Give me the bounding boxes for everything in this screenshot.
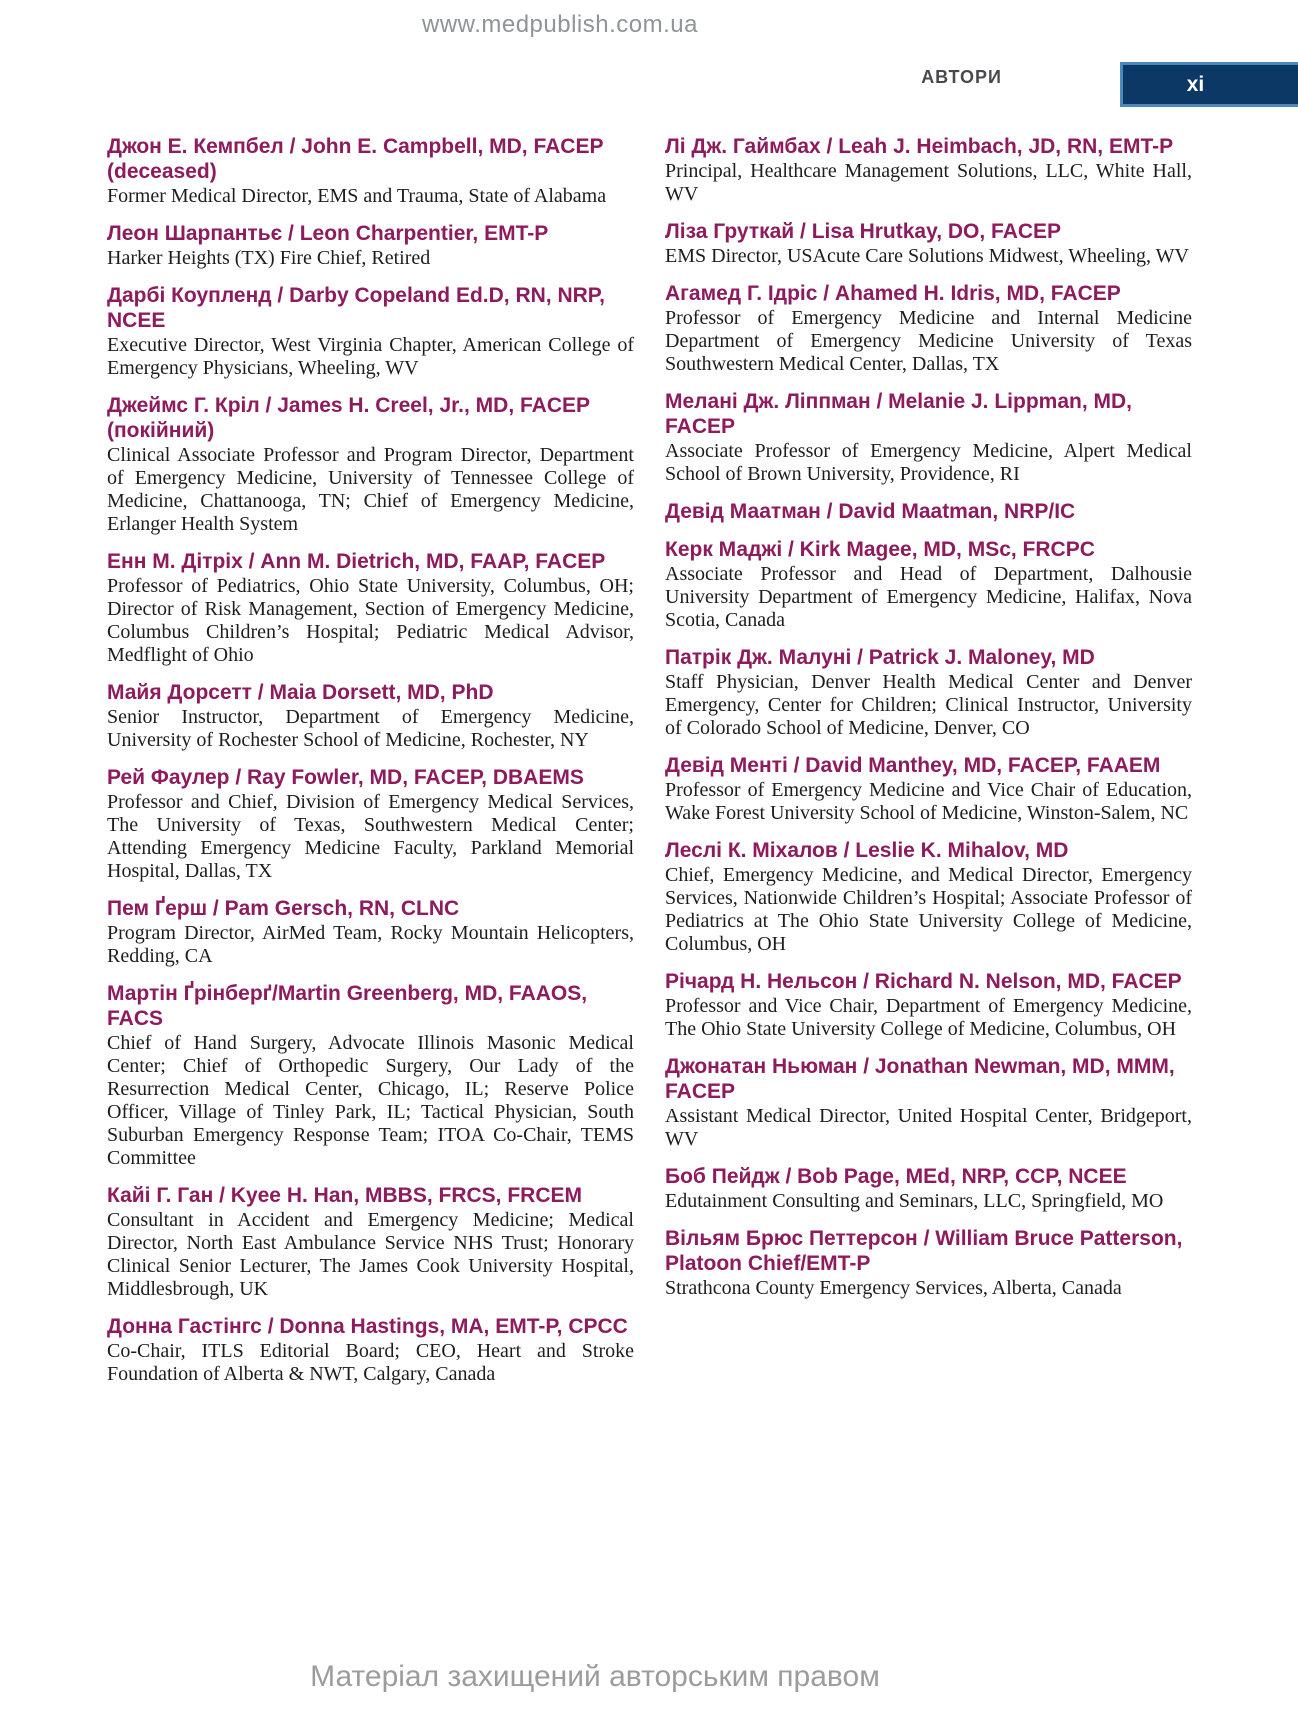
author-entry	[107, 896, 634, 968]
author-name: Кайі Г. Ган / Kyee H. Han, MBBS, FRCS, FRCEM	[107, 1184, 582, 1207]
author-name: Джонатан Ньюман / Jonathan Newman, MD, MMM, FACEP	[665, 1055, 1175, 1103]
author-name: Пем Ґерш / Pam Gersch, RN, CLNC	[107, 897, 460, 920]
author-entry	[665, 281, 1192, 376]
author-entry	[107, 981, 634, 1170]
author-affiliation: Associate Professor and Head of Department, Dalhousie University Department of Emergency Medicine, Halifax, Nova Scotia, Canada	[665, 563, 1192, 631]
author-name: Леслі К. Міхалов / Leslie K. Mihalov, MD	[665, 839, 1069, 862]
author-entry	[107, 221, 634, 270]
author-affiliation: EMS Director, USAcute Care Solutions Midwest, Wheeling, WV	[665, 245, 1189, 267]
author-name: Річард Н. Нельсон / Richard N. Nelson, MD, FACEP	[665, 970, 1182, 993]
author-affiliation: Program Director, AirMed Team, Rocky Mountain Helicopters, Redding, CA	[107, 922, 634, 967]
author-affiliation: Harker Heights (TX) Fire Chief, Retired	[107, 247, 431, 269]
author-name: Дарбі Коупленд / Darby Copeland Ed.D, RN, NRP, NCEE	[107, 284, 605, 332]
authors-list	[107, 134, 1193, 1399]
author-entry	[665, 1164, 1192, 1213]
author-entry	[107, 1314, 634, 1386]
author-name: Джон Е. Кемпбел / John E. Campbell, MD, FACEP (deceased)	[107, 135, 604, 183]
author-name: Патрік Дж. Малуні / Patrick J. Maloney, MD	[665, 646, 1095, 669]
author-name: Боб Пейдж / Bob Page, MEd, NRP, CCP, NCEE	[665, 1165, 1127, 1188]
page-number-badge	[1120, 62, 1298, 107]
author-affiliation: Executive Director, West Virginia Chapter, American College of Emergency Physicians, Wheeling, WV	[107, 334, 634, 379]
author-entry	[665, 134, 1192, 206]
author-affiliation: Senior Instructor, Department of Emergency Medicine, University of Rochester School of Medicine, Rochester, NY	[107, 706, 634, 751]
author-affiliation: Staff Physician, Denver Health Medical Center and Denver Emergency, Center for Children; Clinical Instructor, University of Colorado School of Medicine, Denver, CO	[665, 671, 1192, 739]
author-name: Девід Маатман / David Maatman, NRP/IC	[665, 500, 1076, 523]
author-affiliation: Professor of Emergency Medicine and Internal Medicine Department of Emergency Medicine University of Texas Southwestern Medical Center, Dallas, TX	[665, 307, 1192, 375]
author-entry	[107, 134, 634, 208]
author-name: Вільям Брюс Петтерсон / William Bruce Patterson, Platoon Chief/EMT-P	[665, 1227, 1183, 1275]
author-affiliation: Strathcona County Emergency Services, Alberta, Canada	[665, 1277, 1122, 1299]
bottom-watermark: Матеріал захищений авторським правом	[310, 1660, 880, 1693]
author-entry	[665, 1054, 1192, 1151]
author-entry	[665, 969, 1192, 1041]
author-entry	[665, 645, 1192, 740]
author-entry	[665, 499, 1192, 524]
author-affiliation: Professor and Vice Chair, Department of Emergency Medicine, The Ohio State University College of Medicine, Columbus, OH	[665, 995, 1192, 1040]
author-name: Донна Гастінгс / Donna Hastings, MA, EMT-P, CPCC	[107, 1315, 628, 1338]
author-name: Лі Дж. Гаймбах / Leah J. Heimbach, JD, RN, EMT-P	[665, 135, 1174, 158]
author-entry	[665, 838, 1192, 956]
author-affiliation: Edutainment Consulting and Seminars, LLC, Springfield, MO	[665, 1190, 1164, 1212]
author-affiliation: Former Medical Director, EMS and Trauma, State of Alabama	[107, 185, 607, 207]
author-name: Майя Дорсетт / Maia Dorsett, MD, PhD	[107, 681, 494, 704]
author-name: Керк Маджі / Kirk Magee, MD, MSc, FRCPC	[665, 538, 1095, 561]
author-entry	[665, 1226, 1192, 1300]
author-entry	[665, 753, 1192, 825]
author-name: Девід Менті / David Manthey, MD, FACEP, FAAEM	[665, 754, 1161, 777]
author-affiliation: Consultant in Accident and Emergency Medicine; Medical Director, North East Ambulance Service NHS Trust; Honorary Clinical Senior Lecturer, The James Cook University Hospital, Middlesbrough, UK	[107, 1209, 634, 1300]
author-affiliation: Professor and Chief, Division of Emergency Medical Services, The University of Texas, Southwestern Medical Center; Attending Emergency Medicine Faculty, Parkland Memorial Hospital, Dallas, TX	[107, 791, 634, 882]
authors-column-left	[107, 134, 634, 1399]
author-entry	[107, 1183, 634, 1301]
author-affiliation: Principal, Healthcare Management Solutions, LLC, White Hall, WV	[665, 160, 1192, 205]
author-affiliation: Professor of Pediatrics, Ohio State University, Columbus, OH; Director of Risk Management, Section of Emergency Medicine, Columbus Children’s Hospital; Pediatric Medical Advisor, Medflight of Ohio	[107, 575, 634, 666]
author-entry	[107, 283, 634, 380]
authors-column-right	[665, 134, 1192, 1399]
header-title: АВТОРИ	[921, 67, 1002, 87]
author-entry	[107, 765, 634, 883]
author-name: Леон Шарпантьє / Leon Charpentier, EMT-P	[107, 222, 549, 245]
author-entry	[665, 219, 1192, 268]
top-watermark: www.medpublish.com.ua	[422, 11, 698, 38]
author-name: Рей Фаулер / Ray Fowler, MD, FACEP, DBAEMS	[107, 766, 584, 789]
page-number: xi	[1186, 72, 1205, 96]
author-entry	[665, 389, 1192, 486]
author-entry	[107, 549, 634, 667]
author-name: Мартін Ґрінберґ/Martin Greenberg, MD, FAAOS, FACS	[107, 982, 588, 1030]
author-affiliation: Assistant Medical Director, United Hospital Center, Bridgeport, WV	[665, 1105, 1192, 1150]
author-affiliation: Chief of Hand Surgery, Advocate Illinois Masonic Medical Center; Chief of Orthopedic Surgery, Our Lady of the Resurrection Medical Center, Chicago, IL; Reserve Police Officer, Village of Tinley Park, IL; Tactical Physician, South Suburban Emergency Response Team; ITOA Co-Chair, TEMS Committee	[107, 1032, 634, 1169]
author-entry	[107, 393, 634, 536]
author-affiliation: Associate Professor of Emergency Medicine, Alpert Medical School of Brown University, Providence, RI	[665, 440, 1192, 485]
author-name: Ліза Груткай / Lisa Hrutkay, DO, FACEP	[665, 220, 1062, 243]
author-name: Джеймс Г. Кріл / James H. Creel, Jr., MD, FACEP (покійний)	[107, 394, 590, 442]
author-name: Агамед Г. Ідріс / Ahamed H. Idris, MD, FACEP	[665, 282, 1121, 305]
author-entry	[665, 537, 1192, 632]
author-affiliation: Professor of Emergency Medicine and Vice Chair of Education, Wake Forest University School of Medicine, Winston-Salem, NC	[665, 779, 1192, 824]
author-name: Мелані Дж. Ліппман / Melanie J. Lippman, MD, FACEP	[665, 390, 1132, 438]
author-entry	[107, 680, 634, 752]
author-affiliation: Clinical Associate Professor and Program Director, Department of Emergency Medicine, University of Tennessee College of Medicine, Chattanooga, TN; Chief of Emergency Medicine, Erlanger Health System	[107, 444, 634, 535]
author-affiliation: Co-Chair, ITLS Editorial Board; CEO, Heart and Stroke Foundation of Alberta & NWT, Calgary, Canada	[107, 1340, 634, 1385]
author-affiliation: Chief, Emergency Medicine, and Medical Director, Emergency Services, Nationwide Children’s Hospital; Associate Professor of Pediatrics at The Ohio State University College of Medicine, Columbus, OH	[665, 864, 1192, 955]
author-name: Енн М. Дітріх / Ann M. Dietrich, MD, FAAP, FACEP	[107, 550, 606, 573]
